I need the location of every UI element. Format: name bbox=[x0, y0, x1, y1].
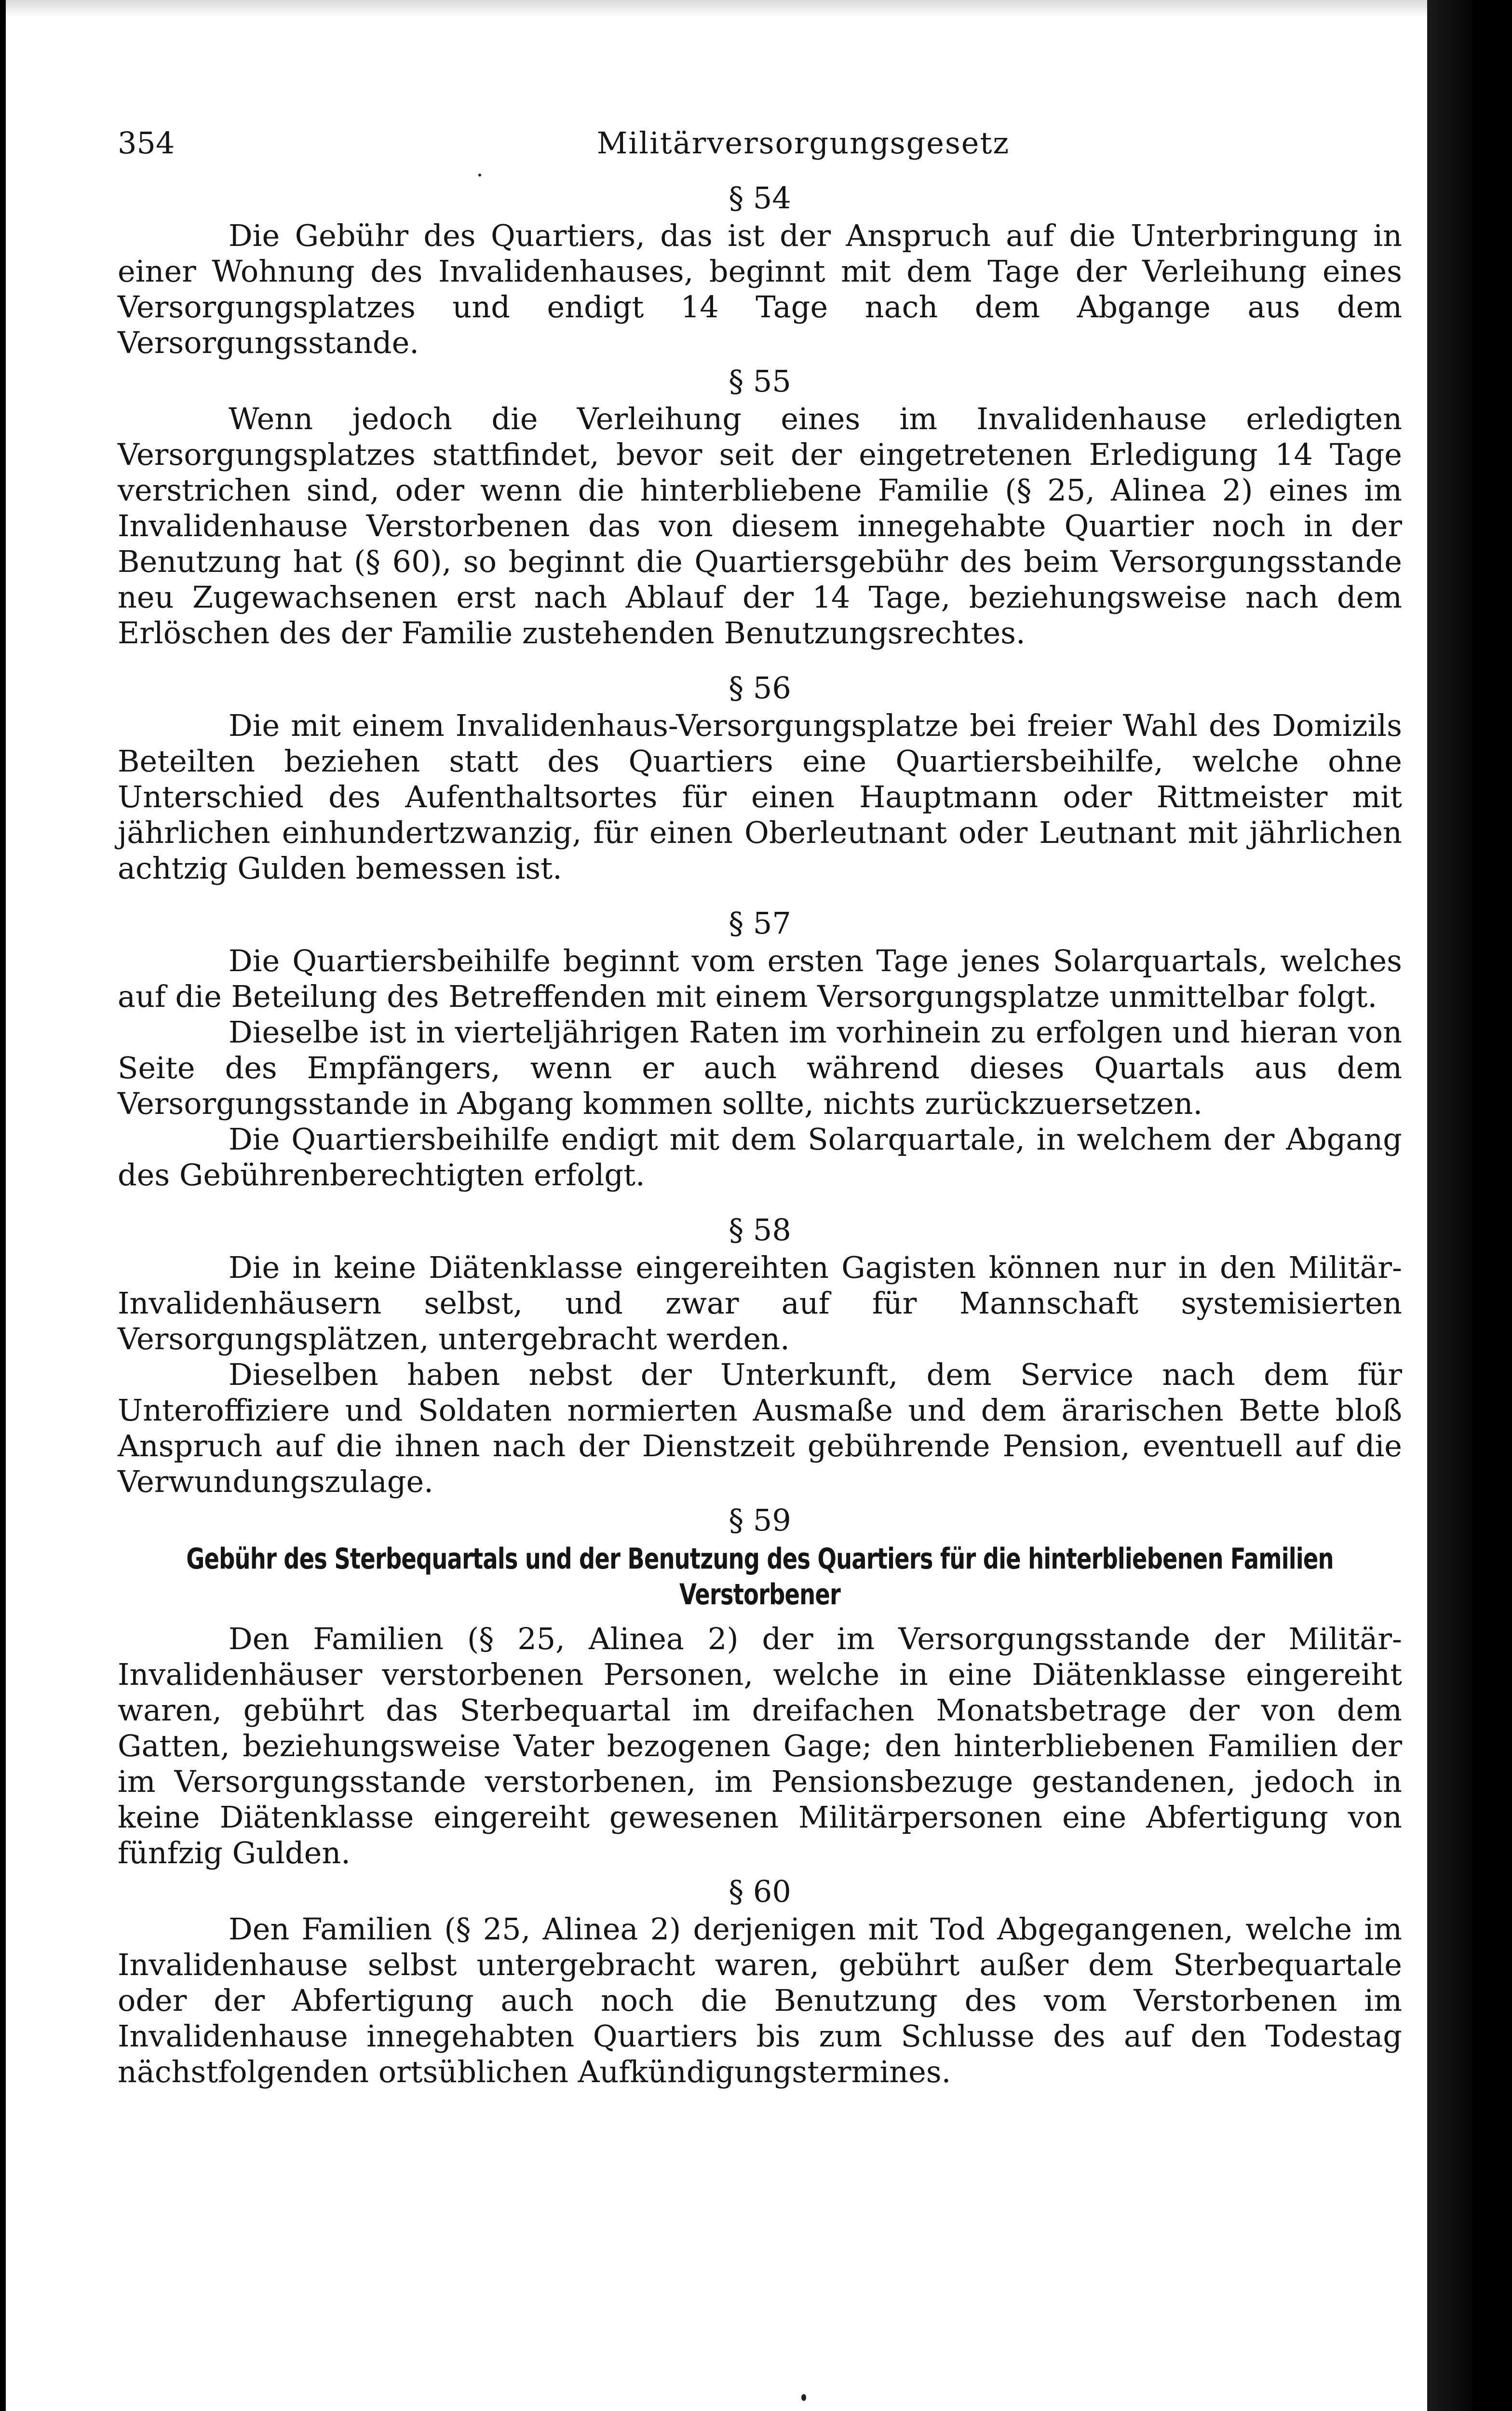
paragraph: Den Familien (§ 25, Alinea 2) der im Versorgungsstande der Militär-Invalidenhäuser verstorbenen Personen, welche in eine Diätenklasse eingereiht waren, gebührt das Sterbequartal im dreifachen Monatsbetrage der von dem Gatten, beziehungsweise Vater bezogenen Gage; den hinterbliebenen Familien der im Versorgungsstande verstorbenen, im Pensionsbezuge gestandenen, jedoch in keine Diätenklasse eingereiht gewesenen Militärpersonen eine Abfertigung von fünfzig Gulden. bbox=[118, 1621, 1402, 1870]
section-number-57: § 57 bbox=[729, 906, 791, 941]
paragraph: Wenn jedoch die Verleihung eines im Invalidenhause erledigten Versorgungsplatzes stattfindet, bevor seit der eingetretenen Erledigung 14 Tage verstrichen sind, oder wenn die hinterbliebene Familie (§ 25, Alinea 2) eines im Invalidenhause Verstorbenen das von diesem innegehabte Quartier noch in der Benutzung hat (§ 60), so beginnt die Quartiersgebühr des beim Versorgungsstande neu Zugewachsenen erst nach Ablauf der 14 Tage, beziehungsweise nach dem Erlöschen des der Familie zustehenden Benutzungsrechtes. bbox=[118, 401, 1402, 650]
paragraph: Dieselbe ist in vierteljährigen Raten im vorhinein zu erfolgen und hieran von Seite des Empfängers, wenn er auch während dieses Quartals aus dem Versorgungsstande in Abgang kommen sollte, nichts zurückzuersetzen. bbox=[118, 1015, 1402, 1121]
paragraph: Die Quartiersbeihilfe endigt mit dem Solarquartale, in welchem der Abgang des Gebührenberechtigten erfolgt. bbox=[118, 1122, 1402, 1192]
section-number-58: § 58 bbox=[729, 1212, 791, 1247]
section-number-60: § 60 bbox=[729, 1874, 791, 1909]
page-number: 354 bbox=[118, 125, 175, 161]
paragraph: Den Familien (§ 25, Alinea 2) derjenigen mit Tod Abgegangenen, welche im Invalidenhause selbst untergebracht waren, gebührt außer dem Sterbequartale oder der Abfertigung auch noch die Benutzung des vom Verstorbenen im Invalidenhause innegehabten Quartiers bis zum Schlusse des auf den Todestag nächstfolgenden ortsüblichen Aufkündigungstermines. bbox=[118, 1911, 1402, 2089]
section-heading: Gebühr des Sterbequartals und der Benutzung des Quartiers für die hinterbliebenen Familien Verstorbener bbox=[186, 1542, 1334, 1612]
document-page bbox=[6, 0, 1472, 2411]
text-block bbox=[118, 125, 1402, 2090]
scan-page-edge bbox=[1427, 0, 1472, 2411]
scan-top-shadow bbox=[6, 0, 1472, 17]
section-number-54: § 54 bbox=[729, 180, 791, 216]
paragraph: Die Quartiersbeihilfe beginnt vom ersten Tage jenes Solarquartals, welches auf die Beteilung des Betreffenden mit einem Versorgungsplatze unmittelbar folgt. bbox=[118, 943, 1402, 1014]
running-title: Militärversorgungsgesetz bbox=[596, 125, 1010, 161]
section-number-55: § 55 bbox=[729, 364, 791, 399]
paragraph: Die Gebühr des Quartiers, das ist der Anspruch auf die Unterbringung in einer Wohnung des Invalidenhauses, beginnt mit dem Tage der Verleihung eines Versorgungsplatzes und endigt 14 Tage nach dem Abgange aus dem Versorgungsstande. bbox=[118, 218, 1402, 360]
paragraph: Die mit einem Invalidenhaus-Versorgungsplatze bei freier Wahl des Domizils Beteilten beziehen statt des Quartiers eine Quartiersbeihilfe, welche ohne Unterschied des Aufenthaltsortes für einen Hauptmann oder Rittmeister mit jährlichen einhundertzwanzig, für einen Oberleutnant oder Leutnant mit jährlichen achtzig Gulden bemessen ist. bbox=[118, 708, 1402, 886]
section-number-56: § 56 bbox=[729, 670, 791, 705]
running-head bbox=[118, 125, 1402, 167]
paragraph: Dieselben haben nebst der Unterkunft, dem Service nach dem für Unteroffiziere und Soldaten normierten Ausmaße und dem ärarischen Bette bloß Anspruch auf die ihnen nach der Dienstzeit gebührende Pension, eventuell auf die Verwundungszulage. bbox=[118, 1357, 1402, 1499]
scan-speck bbox=[801, 2394, 806, 2401]
section-number-59: § 59 bbox=[729, 1503, 791, 1538]
paragraph: Die in keine Diätenklasse eingereihten Gagisten können nur in den Militär-Invalidenhäusern selbst, und zwar auf für Mannschaft systemisierten Versorgungsplätzen, untergebracht werden. bbox=[118, 1250, 1402, 1356]
